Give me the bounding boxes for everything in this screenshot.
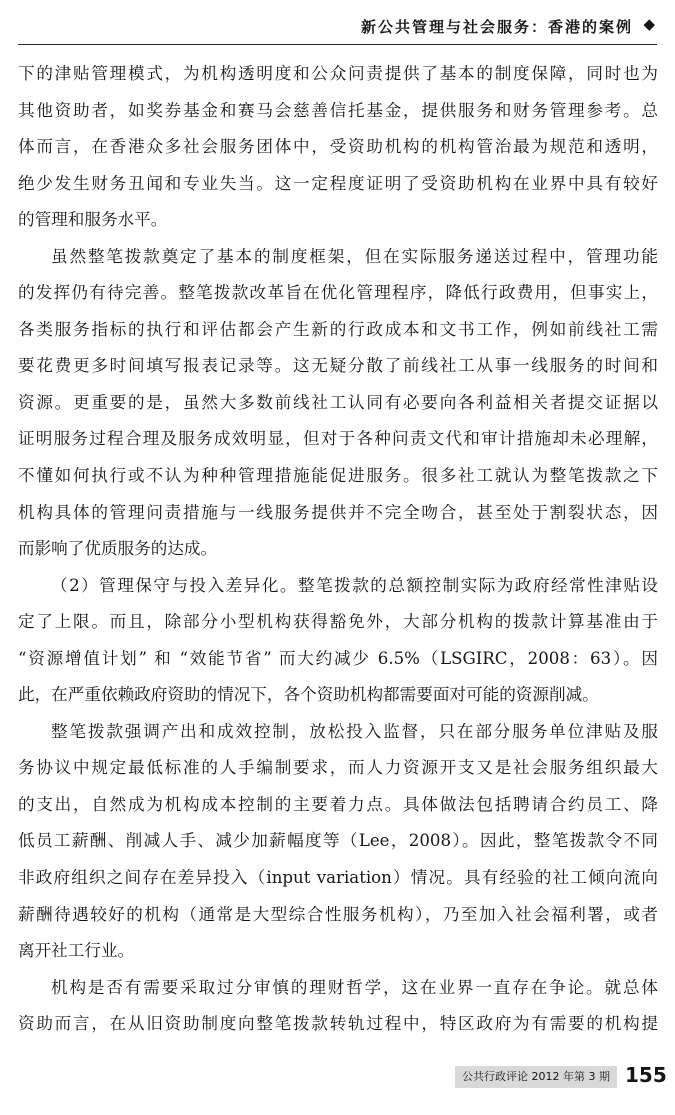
running-header bbox=[18, 0, 657, 45]
text-line: 资源。更重要的是，虽然大多数前线社工认同有必要向各利益相关者提交证据以 bbox=[18, 392, 658, 412]
text-line: 证明服务过程合理及服务成效明显，但对于各种问责文代和审计措施却未必理解， bbox=[18, 429, 658, 449]
text-line: 绝少发生财务丑闻和专业失当。这一定程度证明了受资助机构在业界中具有较好 bbox=[18, 173, 658, 193]
text-line: 低员工薪酬、削减人手、减少加薪幅度等（Lee，2008）。因此，整笔拨款令不同 bbox=[18, 831, 658, 851]
diamond-icon: ◆ bbox=[643, 15, 655, 33]
text-line: 机构是否有需要采取过分审慎的理财哲学，这在业界一直存在争论。就总体 bbox=[51, 977, 658, 997]
text-line: 此，在严重依赖政府资助的情况下，各个资助机构都需要面对可能的资源削减。 bbox=[18, 685, 599, 705]
text-line: 资助而言，在从旧资助制度向整笔拨款转轨过程中，特区政府为有需要的机构提 bbox=[18, 1014, 658, 1034]
text-line: 体而言，在香港众多社会服务团体中，受资助机构的机构管治最为规范和透明， bbox=[18, 137, 658, 157]
journal-footer: 公共行政评论 2012 年第 3 期 bbox=[455, 1066, 617, 1088]
text-line: 非政府组织之间存在差异投入（input variation）情况。具有经验的社工倾向流向 bbox=[18, 868, 658, 888]
header-title: 新公共管理与社会服务：香港的案例 bbox=[360, 18, 633, 36]
text-line: 机构具体的管理问责措施与一线服务提供并不完全吻合，甚至处于割裂状态，因 bbox=[18, 502, 658, 522]
text-line: 定了上限。而且，除部分小型机构获得豁免外，大部分机构的拨款计算基准由于 bbox=[18, 612, 658, 632]
text-line: 的管理和服务水平。 bbox=[18, 210, 168, 230]
text-line: 的支出，自然成为机构成本控制的主要着力点。具体做法包括聘请合约员工、降 bbox=[18, 794, 658, 814]
text-line: 离开社工行业。 bbox=[18, 941, 135, 961]
text-line: 而影响了优质服务的达成。 bbox=[18, 539, 218, 559]
text-line: 虽然整笔拨款奠定了基本的制度框架，但在实际服务递送过程中，管理功能 bbox=[51, 246, 658, 266]
text-line: 务协议中规定最低标准的人手编制要求，而人力资源开支又是社会服务组织最大 bbox=[18, 758, 658, 778]
text-line: 要花费更多时间填写报表记录等。这无疑分散了前线社工从事一线服务的时间和 bbox=[18, 356, 658, 376]
page-number: 155 bbox=[625, 1063, 667, 1087]
text-line: （2）管理保守与投入差异化。整笔拨款的总额控制实际为政府经常性津贴设 bbox=[51, 575, 658, 595]
text-line: 整笔拨款强调产出和成效控制，放松投入监督，只在部分服务单位津贴及服 bbox=[51, 721, 658, 741]
text-line: 薪酬待遇较好的机构（通常是大型综合性服务机构），乃至加入社会福利署，或者 bbox=[18, 904, 658, 924]
text-line: 不懂如何执行或不认为种种管理措施能促进服务。很多社工就认为整笔拨款之下 bbox=[18, 466, 658, 486]
text-line: 其他资助者，如奖券基金和赛马会慈善信托基金，提供服务和财务管理参考。总 bbox=[18, 100, 658, 120]
body-text bbox=[18, 56, 658, 1043]
text-line: 的发挥仍有待完善。整笔拨款改革旨在优化管理程序，降低行政费用，但事实上， bbox=[18, 283, 658, 303]
text-line: 各类服务指标的执行和评估都会产生新的行政成本和文书工作，例如前线社工需 bbox=[18, 319, 658, 339]
text-line: 下的津贴管理模式，为机构透明度和公众问责提供了基本的制度保障，同时也为 bbox=[18, 64, 658, 83]
text-line: “资源增值计划” 和 “效能节省” 而大约减少 6.5%（LSGIRC，2008：63）。因 bbox=[18, 648, 658, 668]
